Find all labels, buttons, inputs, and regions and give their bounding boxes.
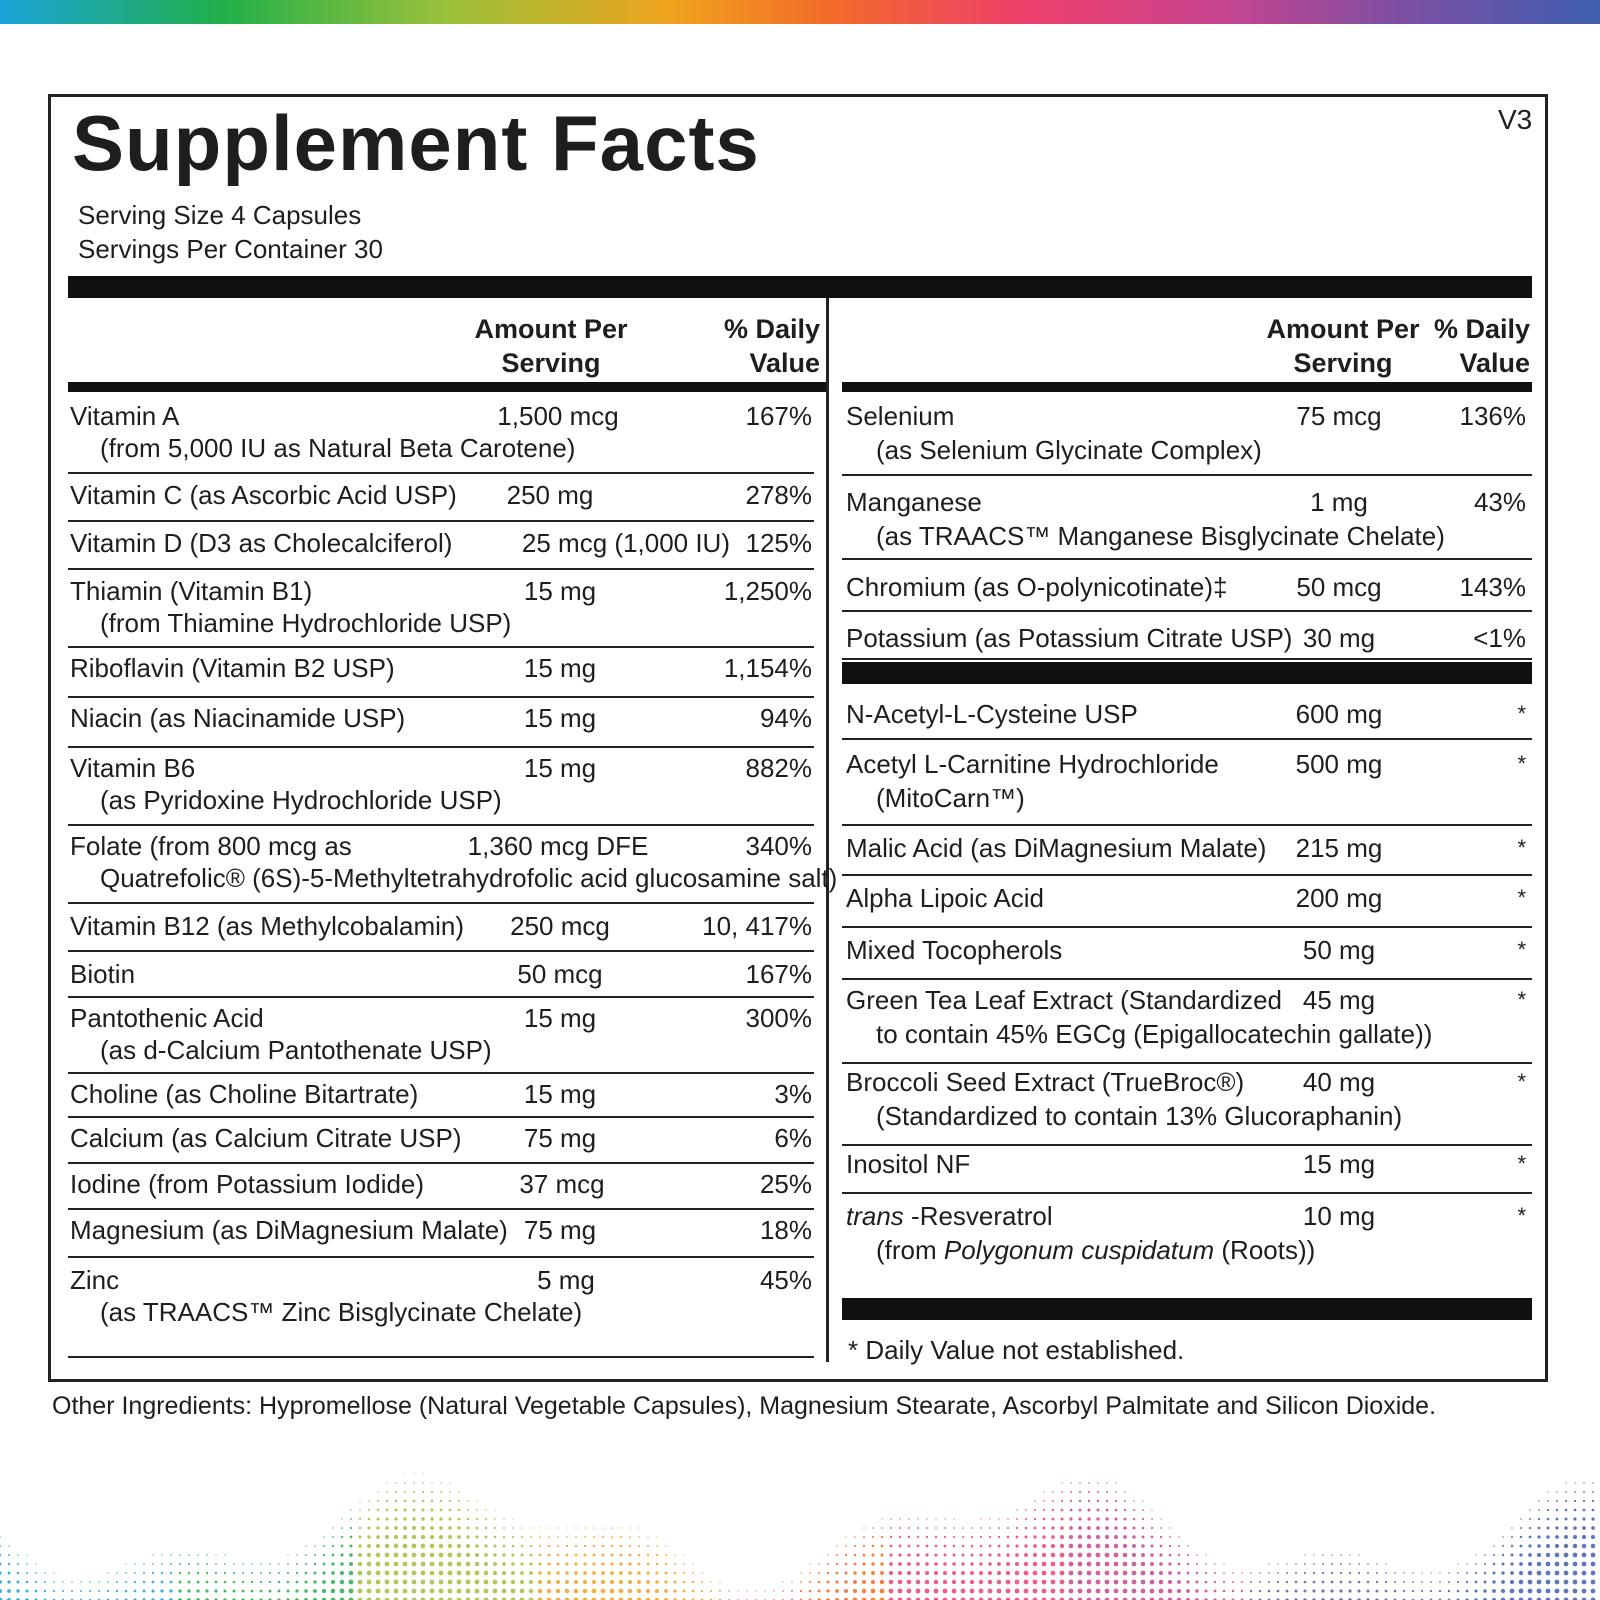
left-row-divider [68, 1116, 814, 1118]
left-ingredient-name: Vitamin B6 [70, 753, 196, 783]
left-row-divider [68, 824, 814, 826]
right-amount: 500 mg [1295, 749, 1383, 779]
right-daily-value: * [1517, 987, 1526, 1012]
footnote: * Daily Value not established. [848, 1335, 1185, 1365]
right-amount: 45 mg [1302, 985, 1376, 1015]
left-amount: 15 mg [523, 653, 597, 683]
right-daily-value: * [1517, 835, 1526, 860]
right-row-divider [842, 610, 1532, 612]
right-ingredient-name: Selenium [846, 401, 955, 431]
left-amount: 37 mcg [519, 1169, 605, 1199]
right-daily-value: * [1517, 1151, 1526, 1176]
right-header-rule [842, 382, 1532, 392]
left-amount: 250 mcg [510, 911, 610, 941]
left-row-divider [68, 902, 814, 904]
right-amount: 40 mg [1302, 1067, 1376, 1097]
right-header-dv: % Daily Value [1433, 314, 1530, 378]
right-ingredient-name: Broccoli Seed Extract (TrueBroc®) [846, 1067, 1245, 1097]
left-amount: 15 mg [523, 703, 597, 733]
left-daily-value: 18% [759, 1215, 812, 1245]
left-daily-value: 278% [745, 480, 812, 510]
left-ingredient-source: (as d-Calcium Pantothenate USP) [100, 1035, 492, 1065]
right-amount: 50 mg [1302, 935, 1376, 965]
right-amount: 30 mg [1302, 623, 1376, 653]
other-ingredients: Other Ingredients: Hypromellose (Natural Vegetable Capsules), Magnesium Stearate, Ascorbyl Palmitate and Silicon Dioxide. [52, 1392, 1437, 1420]
left-daily-value: 94% [759, 703, 812, 733]
left-ingredient-source: (as TRAACS™ Zinc Bisglycinate Chelate) [100, 1297, 583, 1327]
right-ingredient-name: trans -Resveratrol [846, 1201, 1053, 1231]
right-row-divider [842, 1062, 1532, 1064]
right-ingredient-name: N-Acetyl-L-Cysteine USP [846, 699, 1138, 729]
left-amount: 75 mg [523, 1123, 597, 1153]
right-daily-value: * [1517, 1203, 1526, 1228]
right-daily-value: 43% [1473, 487, 1526, 517]
left-daily-value: 167% [745, 959, 812, 989]
left-row-divider [68, 1162, 814, 1164]
left-daily-value: 125% [745, 528, 812, 558]
right-amount: 1 mg [1310, 487, 1368, 517]
left-amount: 75 mg [523, 1215, 597, 1245]
right-row-divider [842, 874, 1532, 876]
left-daily-value: 1,154% [723, 653, 812, 683]
right-ingredient-source: (from Polygonum cuspidatum (Roots)) [876, 1235, 1316, 1265]
left-daily-value: 1,250% [723, 576, 812, 606]
left-ingredient-name: Riboflavin (Vitamin B2 USP) [70, 653, 395, 683]
left-ingredient-name: Vitamin B12 (as Methylcobalamin) [70, 911, 465, 941]
left-ingredient-name: Magnesium (as DiMagnesium Malate) [70, 1215, 508, 1245]
left-daily-value: 340% [745, 831, 812, 861]
left-ingredient-name: Iodine (from Potassium Iodide) [70, 1169, 425, 1199]
right-ingredient-name: Acetyl L-Carnitine Hydrochloride [846, 749, 1219, 779]
left-ingredient-source: (as Pyridoxine Hydrochloride USP) [100, 785, 502, 815]
left-amount: 15 mg [523, 1003, 597, 1033]
left-row-divider [68, 472, 814, 474]
version-label: V3 [1498, 104, 1533, 135]
decorative-dot-waves [0, 1460, 1600, 1600]
right-daily-value: * [1517, 701, 1526, 726]
right-ingredient-source: (MitoCarn™) [876, 783, 1025, 813]
left-amount: 15 mg [523, 576, 597, 606]
servings-per-container: Servings Per Container 30 [78, 234, 383, 264]
right-ingredient-name: Inositol NF [846, 1149, 971, 1179]
left-row-divider [68, 520, 814, 522]
right-ingredient-source: to contain 45% EGCg (Epigallocatechin gallate)) [876, 1019, 1433, 1049]
left-daily-value: 3% [774, 1079, 812, 1109]
right-ingredient-name: Malic Acid (as DiMagnesium Malate) [846, 833, 1267, 863]
page-title: Supplement Facts [72, 99, 760, 187]
right-amount: 75 mcg [1296, 401, 1382, 431]
left-amount: 25 mcg (1,000 IU) [521, 528, 730, 558]
right-daily-value: * [1517, 937, 1526, 962]
right-row-divider [842, 824, 1532, 826]
left-row-divider [68, 1208, 814, 1210]
right-ingredient-name: Manganese [846, 487, 982, 517]
left-daily-value: 10, 417% [702, 911, 812, 941]
left-row-divider [68, 646, 814, 648]
right-amount: 15 mg [1302, 1149, 1376, 1179]
left-row-divider [68, 568, 814, 570]
right-row-divider [842, 1144, 1532, 1146]
left-daily-value: 45% [759, 1265, 812, 1295]
left-ingredient-name: Pantothenic Acid [70, 1003, 264, 1033]
right-ingredient-name: Alpha Lipoic Acid [846, 883, 1045, 913]
left-ingredient-name: Zinc [70, 1265, 120, 1295]
right-bottom-thick-rule [842, 1298, 1532, 1320]
left-amount: 50 mcg [517, 959, 603, 989]
left-daily-value: 167% [745, 401, 812, 431]
left-daily-value: 6% [774, 1123, 812, 1153]
left-header-rule [68, 382, 826, 392]
left-ingredient-name: Vitamin A [70, 401, 180, 431]
left-amount: 15 mg [523, 753, 597, 783]
left-ingredient-name: Folate (from 800 mcg as [70, 831, 352, 861]
left-row-divider [68, 746, 814, 748]
left-row-divider [68, 696, 814, 698]
left-ingredient-name: Vitamin D (D3 as Cholecalciferol) [70, 528, 453, 558]
serving-size: Serving Size 4 Capsules [78, 200, 362, 230]
left-amount: 250 mg [506, 480, 594, 510]
left-amount: 1,360 mcg DFE [467, 831, 649, 861]
right-row-divider [842, 926, 1532, 928]
right-ingredient-name: Potassium (as Potassium Citrate USP) [846, 623, 1293, 653]
left-row-divider [68, 1356, 814, 1358]
right-row-divider [842, 658, 1532, 660]
right-daily-value: <1% [1473, 623, 1526, 653]
right-daily-value: 136% [1459, 401, 1526, 431]
left-amount: 5 mg [537, 1265, 595, 1295]
left-daily-value: 882% [745, 753, 812, 783]
left-amount: 1,500 mcg [497, 401, 619, 431]
right-daily-value: * [1517, 751, 1526, 776]
left-header-dv: % Daily Value [723, 314, 820, 378]
column-divider [826, 298, 829, 1362]
left-row-divider [68, 1072, 814, 1074]
left-ingredient-name: Vitamin C (as Ascorbic Acid USP) [70, 480, 457, 510]
right-amount: 50 mcg [1296, 572, 1382, 602]
right-ingredient-name: Mixed Tocopherols [846, 935, 1063, 965]
rainbow-top-bar [0, 0, 1600, 24]
right-amount: 215 mg [1295, 833, 1383, 863]
right-row-divider [842, 558, 1532, 560]
right-amount: 600 mg [1295, 699, 1383, 729]
left-row-divider [68, 950, 814, 952]
right-ingredient-source: (as TRAACS™ Manganese Bisglycinate Chelate) [876, 521, 1445, 551]
right-ingredient-source: (Standardized to contain 13% Glucoraphanin) [876, 1101, 1403, 1131]
left-daily-value: 300% [745, 1003, 812, 1033]
right-row-divider [842, 978, 1532, 980]
left-row-divider [68, 1256, 814, 1258]
right-amount: 200 mg [1295, 883, 1383, 913]
left-ingredient-name: Biotin [70, 959, 136, 989]
left-row-divider [68, 996, 814, 998]
right-row-divider [842, 738, 1532, 740]
right-daily-value: * [1517, 1069, 1526, 1094]
left-ingredient-name: Niacin (as Niacinamide USP) [70, 703, 406, 733]
right-row-divider [842, 474, 1532, 476]
right-ingredient-source: (as Selenium Glycinate Complex) [876, 435, 1262, 465]
right-row-divider [842, 1192, 1532, 1194]
left-ingredient-source: (from 5,000 IU as Natural Beta Carotene) [100, 433, 576, 463]
left-header-amount: Amount Per Serving [474, 314, 628, 378]
left-ingredient-name: Choline (as Choline Bitartrate) [70, 1079, 419, 1109]
left-ingredient-name: Calcium (as Calcium Citrate USP) [70, 1123, 462, 1153]
left-daily-value: 25% [759, 1169, 812, 1199]
left-amount: 15 mg [523, 1079, 597, 1109]
left-ingredient-source: Quatrefolic® (6S)-5-Methyltetrahydrofolic acid glucosamine salt) [100, 863, 838, 893]
right-ingredient-name: Chromium (as O-polynicotinate)‡ [846, 572, 1228, 602]
right-mid-thick-rule [842, 662, 1532, 684]
left-ingredient-source: (from Thiamine Hydrochloride USP) [100, 608, 512, 638]
right-amount: 10 mg [1302, 1201, 1376, 1231]
right-daily-value: 143% [1459, 572, 1526, 602]
left-ingredient-name: Thiamin (Vitamin B1) [70, 576, 313, 606]
right-daily-value: * [1517, 885, 1526, 910]
right-header-amount: Amount Per Serving [1266, 314, 1420, 378]
top-thick-rule [68, 276, 1532, 298]
right-ingredient-name: Green Tea Leaf Extract (Standardized [846, 985, 1282, 1015]
